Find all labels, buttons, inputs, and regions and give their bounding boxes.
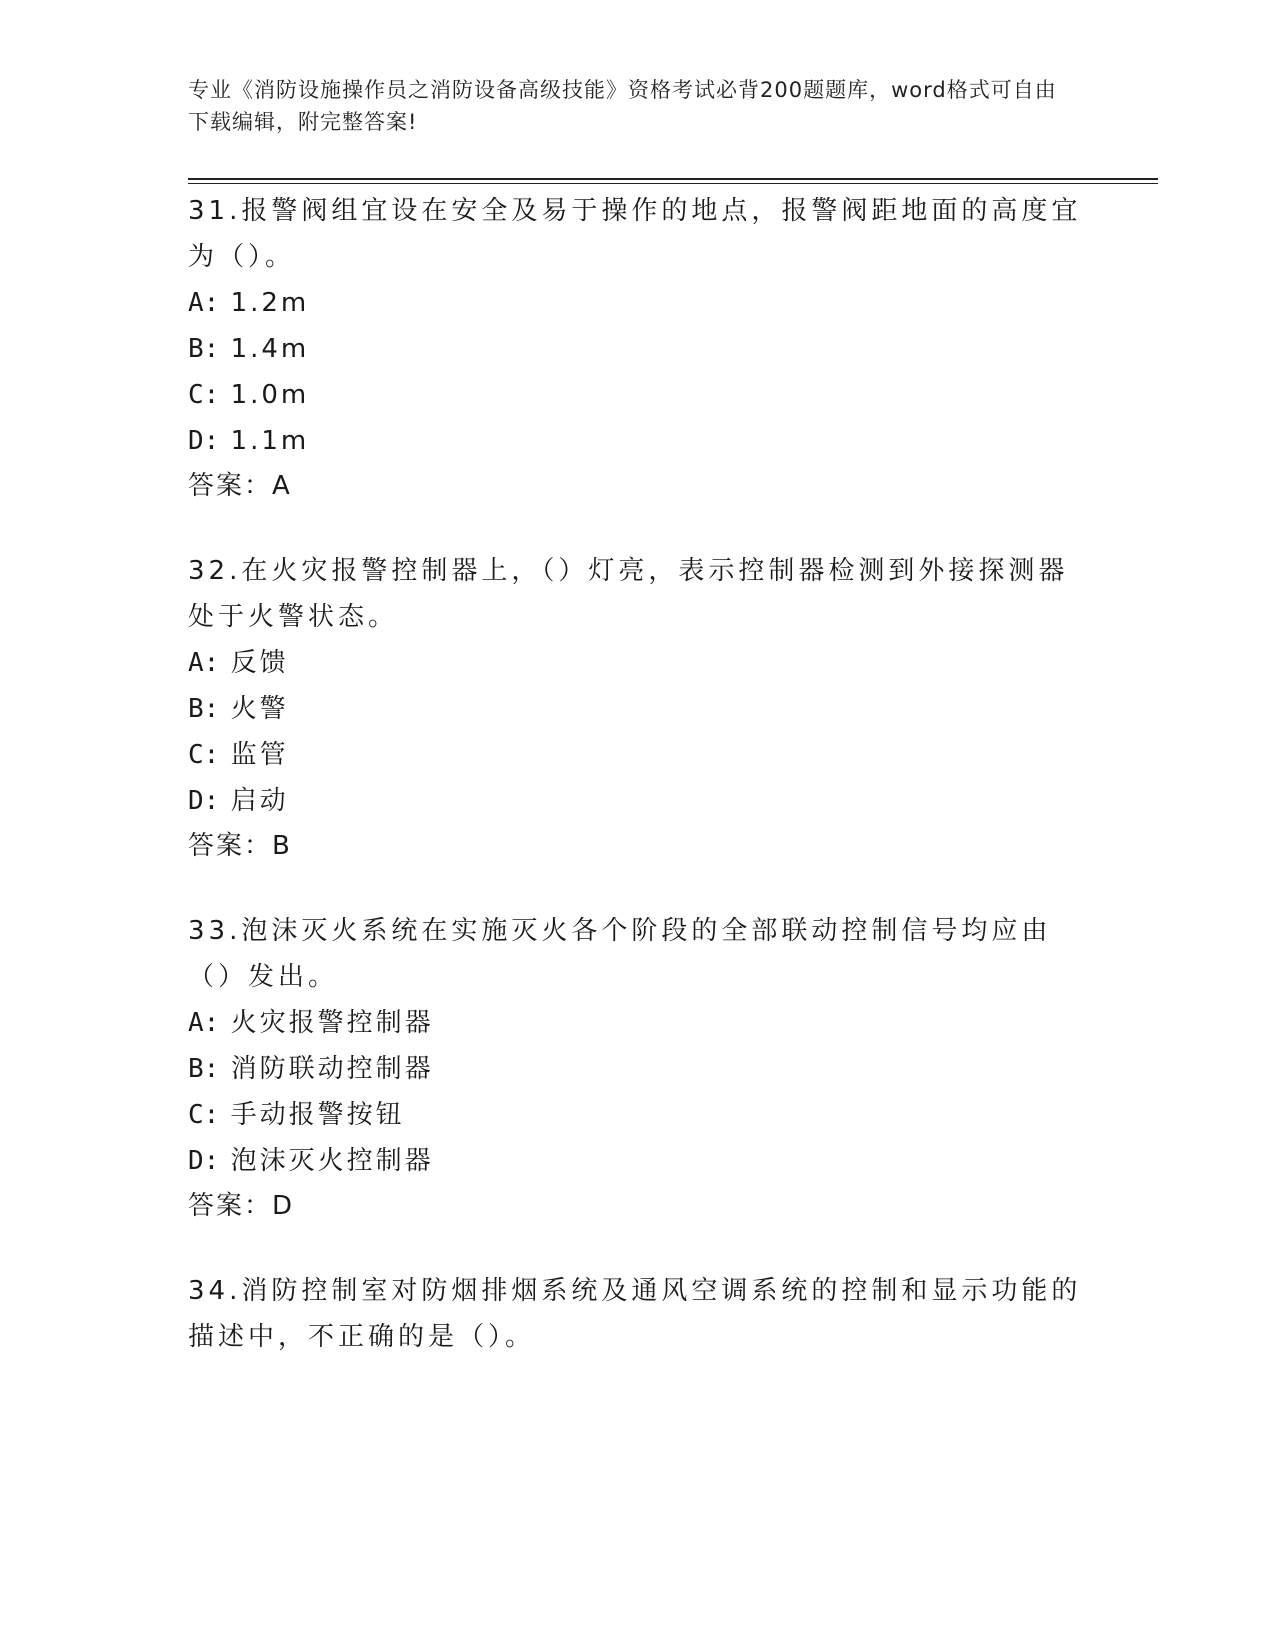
option-text: 反馈 (230, 648, 289, 678)
option-letter: A: (188, 1008, 220, 1038)
header-divider-thick (188, 178, 1158, 180)
option-text: 监管 (230, 740, 289, 770)
option-a (188, 280, 1088, 326)
option-letter: B: (188, 694, 220, 724)
option-b (188, 326, 1088, 372)
question-31 (188, 188, 1088, 508)
option-c (188, 372, 1088, 418)
option-letter: B: (188, 1054, 220, 1084)
question-stem: 33.泡沫灭火系统在实施灭火各个阶段的全部联动控制信号均应由（）发出。 (188, 916, 1052, 992)
question-stem: 31.报警阀组宜设在安全及易于操作的地点，报警阀距地面的高度宜为（）。 (188, 196, 1082, 272)
option-text: 1.4m (230, 334, 310, 364)
option-text: 手动报警按钮 (230, 1100, 405, 1130)
option-letter: D: (188, 786, 220, 816)
question-stem: 32.在火灾报警控制器上，（）灯亮，表示控制器检测到外接探测器处于火警状态。 (188, 556, 1069, 632)
option-text: 1.0m (230, 380, 310, 410)
option-d (188, 1138, 1088, 1184)
option-a (188, 640, 1088, 686)
option-text: 启动 (230, 786, 289, 816)
option-text: 泡沫灭火控制器 (230, 1146, 434, 1176)
question-stem: 34.消防控制室对防烟排烟系统及通风空调系统的控制和显示功能的描述中，不正确的是（）。 (188, 1276, 1082, 1352)
option-letter: D: (188, 426, 220, 456)
option-a (188, 1000, 1088, 1046)
option-c (188, 732, 1088, 778)
answer-line: 答案：A (188, 471, 292, 501)
option-text: 消防联动控制器 (230, 1054, 434, 1084)
question-33 (188, 908, 1088, 1228)
option-letter: A: (188, 648, 220, 678)
option-letter: A: (188, 288, 220, 318)
option-letter: C: (188, 740, 220, 770)
option-text: 火警 (230, 694, 289, 724)
option-text: 1.2m (230, 288, 310, 318)
option-text: 1.1m (230, 426, 310, 456)
answer-line: 答案：D (188, 1191, 295, 1221)
header-divider-thin (188, 183, 1158, 184)
question-32 (188, 548, 1088, 868)
option-letter: C: (188, 1100, 220, 1130)
option-d (188, 778, 1088, 824)
option-letter: D: (188, 1146, 220, 1176)
question-34 (188, 1268, 1088, 1360)
option-d (188, 418, 1088, 464)
option-text: 火灾报警控制器 (230, 1008, 434, 1038)
option-b (188, 1046, 1088, 1092)
document-header: 专业《消防设施操作员之消防设备高级技能》资格考试必背200题题库，word格式可自由下载编辑，附完整答案! (188, 78, 1057, 134)
option-b (188, 686, 1088, 732)
answer-line: 答案：B (188, 831, 292, 861)
option-letter: C: (188, 380, 220, 410)
option-c (188, 1092, 1088, 1138)
option-letter: B: (188, 334, 220, 364)
